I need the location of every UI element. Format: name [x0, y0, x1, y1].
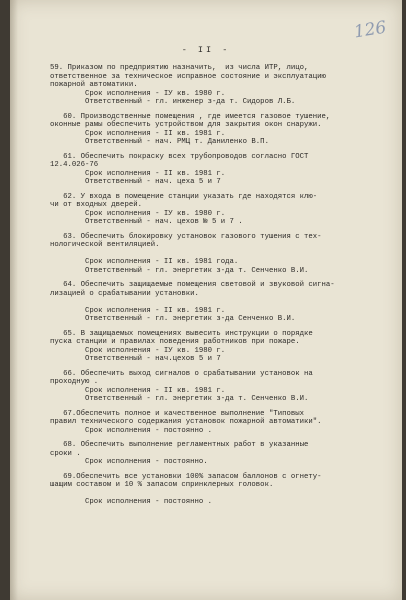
order-item [50, 193, 392, 227]
handwritten-folio-number: 126 [352, 17, 388, 43]
text-line [50, 490, 392, 499]
text-line: Срок исполнения - II кв. 1981 г. [50, 386, 226, 395]
text-line: 65. В защищаемых помещениях вывесить инструкции о порядке [50, 329, 313, 338]
order-item [50, 113, 392, 147]
text-line: ответственное за техническое исправное состояние и эксплуатацию [50, 72, 326, 81]
item-spacer [50, 507, 392, 513]
text-line: Ответственный - нач. РМЦ т. Даниленко В.П. [50, 138, 269, 146]
text-line: Срок исполнения - II кв. 1981 года. [50, 258, 239, 266]
text-line: пуска станции и правилах поведения работников при пожаре. [50, 338, 300, 346]
text-line: сроки . [50, 449, 81, 458]
text-line [50, 250, 392, 259]
text-line: 61. Обеспечить покраску всех трубопроводов согласно ГОСТ [50, 152, 309, 161]
text-line: Срок исполнения - II кв. 1981 г. [50, 306, 226, 315]
text-line: 12.4.026-76 [50, 161, 99, 169]
order-item [50, 281, 392, 324]
text-line: Срок исполнения - IУ кв. 1980 г. [50, 89, 226, 98]
document-page [10, 0, 402, 600]
text-line: 63. Обеспечить блокировку установок газового тушения с тех- [50, 232, 322, 241]
text-line: Ответственный - нач.цехов 5 и 7 [50, 355, 221, 363]
text-line: Срок исполнения - IУ кв. 1980 г. [50, 209, 226, 218]
order-item [50, 330, 392, 364]
text-line: правил технического содержания установок пожарной автоматики". [50, 418, 322, 426]
text-line: Срок исполнения - постоянно. [50, 458, 208, 466]
text-line: 60. Производственные помещения , где имеется газовое тушение, [50, 112, 331, 121]
text-line: Срок исполнения - II кв. 1981 г. [50, 129, 226, 138]
text-line: 62. У входа в помещение станции указать где находятся клю- [50, 192, 318, 201]
text-line: пожарной автоматики. [50, 81, 138, 89]
page-binding-edge [10, 0, 18, 600]
order-item [50, 441, 392, 467]
text-line: Срок исполнения - постоянно . [50, 426, 213, 435]
text-line: 66. Обеспечить выход сигналов о срабатывании установок на [50, 369, 313, 378]
text-line: оконные рамы обеспечить устройством для закрытия окон снаружи. [50, 121, 322, 129]
order-item [50, 233, 392, 276]
text-line: Ответственный - гл. энергетик з-да т. Сенченко В.И. [50, 395, 309, 403]
document-body [50, 64, 392, 513]
text-line: 69.Обеспечить все установки 100% запасом баллонов с огнету- [50, 472, 322, 481]
text-line: Ответственный - гл. энергетик з-да Сенченко В.И. [50, 315, 296, 323]
text-line: Ответственный - нач. цехов № 5 и 7 . [50, 218, 243, 226]
text-line: Ответственный - гл. энергетик з-да т. Сенченко В.И. [50, 266, 309, 275]
text-line [50, 298, 392, 307]
order-item [50, 410, 392, 436]
order-item [50, 153, 392, 187]
text-line: 64. Обеспечить защищаемые помещения световой и звуковой сигна- [50, 281, 335, 289]
text-line: чи от входных дверей. [50, 201, 142, 209]
order-item [50, 64, 392, 107]
text-line: Ответственный - гл. инженер з-да т. Сидоров Л.Б. [50, 98, 296, 106]
text-line: Срок исполнения - постоянно . [50, 498, 213, 506]
order-item [50, 370, 392, 404]
order-item [50, 473, 392, 507]
text-line: лизацией о срабатывании установки. [50, 289, 199, 298]
text-line: 67.Обеспечить полное и качественное выполнение "Типовых [50, 409, 304, 418]
text-line: Ответственный - нач. цеха 5 и 7 [50, 178, 221, 186]
text-line: Срок исполнения - IУ кв. 1980 г. [50, 346, 226, 355]
text-line: нологической вентиляцией. [50, 241, 160, 249]
text-line: шащим составом и 10 % запасом спринклерных головок. [50, 481, 274, 489]
text-line: Срок исполнения - II кв. 1981 г. [50, 169, 226, 178]
text-line: 59. Приказом по предприятию назначить, из числа ИТР, лицо, [50, 64, 309, 72]
page-number: - II - [181, 45, 231, 55]
text-line: 68. Обеспечить выполнение регламентных работ в указанные [50, 441, 309, 449]
text-line: проходную . [50, 378, 99, 386]
